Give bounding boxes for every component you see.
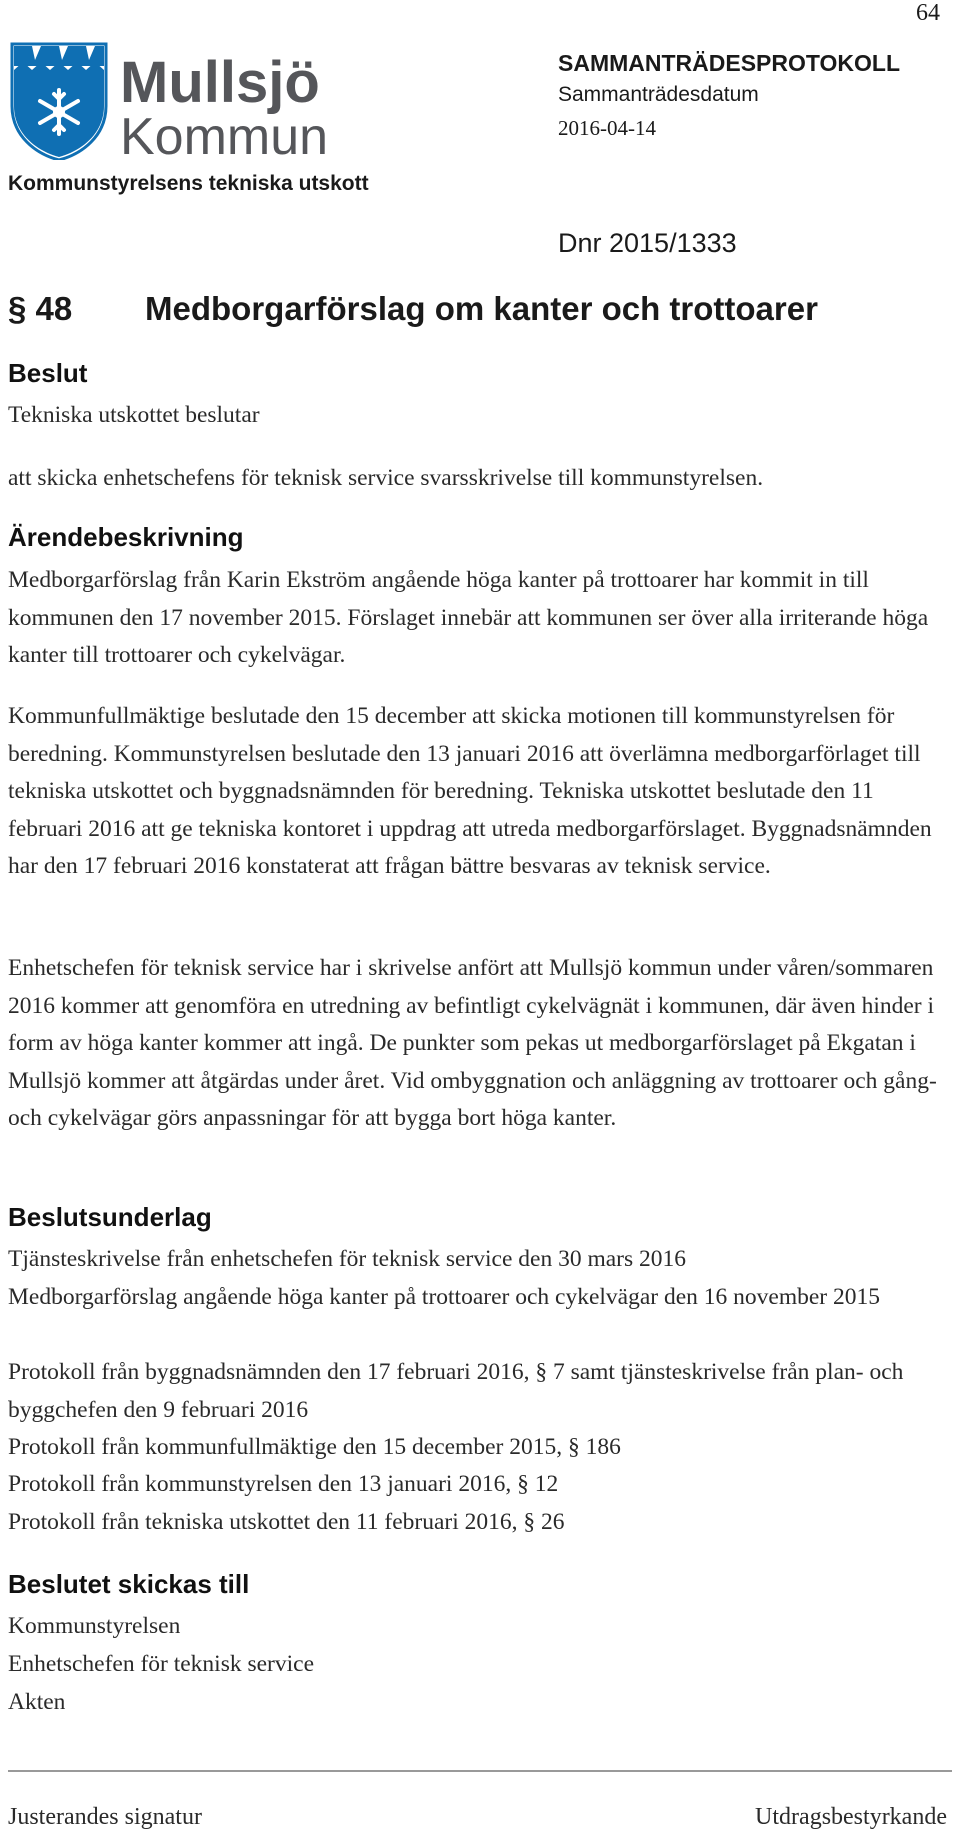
meeting-date: 2016-04-14 (558, 116, 656, 140)
description-paragraph-1: Medborgarförslag från Karin Ekström angående höga kanter på trottoarer har kommit in till kommunen den 17 november 2015. Förslaget innebär att kommunen ser över alla irriterande höga kanter till trottoarer och cykelvägar. (8, 567, 929, 668)
description-paragraph-3: Enhetschefen för teknisk service har i skrivelse anfört att Mullsjö kommun under våren/sommaren 2016 kommer att genomföra en utredning av befintligt cykelvägnät i kommunen, där även hinder i form av höga kanter kommer att ingå. De punkter som pekas ut medborgarförslaget på Ekgatan i Mullsjö kommer att åtgärdas under året. Vid ombyggnation och anläggning av trottoarer och gång- och cykelvägar görs anpassningar för att bygga bort höga kanter. (8, 955, 937, 1131)
page-number: 64 (916, 0, 940, 26)
description-paragraph-2: Kommunfullmäktige beslutade den 15 december att skicka motionen till kommunstyrelsen för beredning. Kommunstyrelsen beslutade den 13 januari 2016 att överlämna medborgarförlaget till tekniska utskottet och byggnadsnämnden för beredning. Tekniska utskottet beslutade den 11 februari 2016 att ge tekniska kontoret i uppdrag att utreda medborgarförslaget. Byggnadsnämnden har den 17 februari 2016 konstaterat att frågan bättre besvaras av teknisk service. (8, 703, 932, 879)
recipients-heading: Beslutet skickas till (8, 1569, 250, 1599)
basis-item: Protokoll från kommunstyrelsen den 13 januari 2016, § 12 (8, 1471, 559, 1497)
section-number: § 48 (8, 290, 73, 327)
basis-item: Protokoll från tekniska utskottet den 11 februari 2016, § 26 (8, 1509, 565, 1535)
committee-name: Kommunstyrelsens tekniska utskott (8, 172, 369, 195)
basis-item: Medborgarförslag angående höga kanter på trottoarer och cykelvägar den 16 november 2015 (8, 1284, 880, 1310)
logo-text-line2: Kommun (120, 108, 329, 160)
recipient-item: Akten (8, 1689, 66, 1715)
basis-heading: Beslutsunderlag (8, 1202, 212, 1232)
section-heading (8, 290, 948, 328)
diary-number: Dnr 2015/1333 (558, 228, 737, 258)
description-heading: Ärendebeskrivning (8, 522, 244, 552)
footer-certification-label: Utdragsbestyrkande (755, 1804, 947, 1830)
basis-item: Tjänsteskrivelse från enhetschefen för teknisk service den 30 mars 2016 (8, 1246, 687, 1272)
meeting-date-label: Sammanträdesdatum (558, 83, 759, 106)
logo-text-line1: Mullsjö (120, 50, 320, 115)
mullsjo-kommun-logo (8, 40, 358, 160)
footer-signature-label: Justerandes signatur (8, 1804, 202, 1830)
basis-item: Protokoll från byggnadsnämnden den 17 februari 2016, § 7 samt tjänsteskrivelse från plan- och byggchefen den 9 februari 2016 (8, 1359, 904, 1423)
decision-line-2: att skicka enhetschefens för teknisk service svarsskrivelse till kommunstyrelsen. (8, 465, 764, 491)
recipient-item: Kommunstyrelsen (8, 1613, 181, 1639)
decision-line-1: Tekniska utskottet beslutar (8, 402, 260, 428)
protocol-title: SAMMANTRÄDESPROTOKOLL (558, 50, 901, 76)
decision-heading: Beslut (8, 358, 88, 388)
basis-item: Protokoll från kommunfullmäktige den 15 december 2015, § 186 (8, 1434, 621, 1460)
footer-divider (8, 1770, 952, 1772)
recipient-item: Enhetschefen för teknisk service (8, 1651, 315, 1677)
snowflake-shield-icon (12, 44, 106, 160)
section-title: Medborgarförslag om kanter och trottoarer (145, 290, 818, 327)
